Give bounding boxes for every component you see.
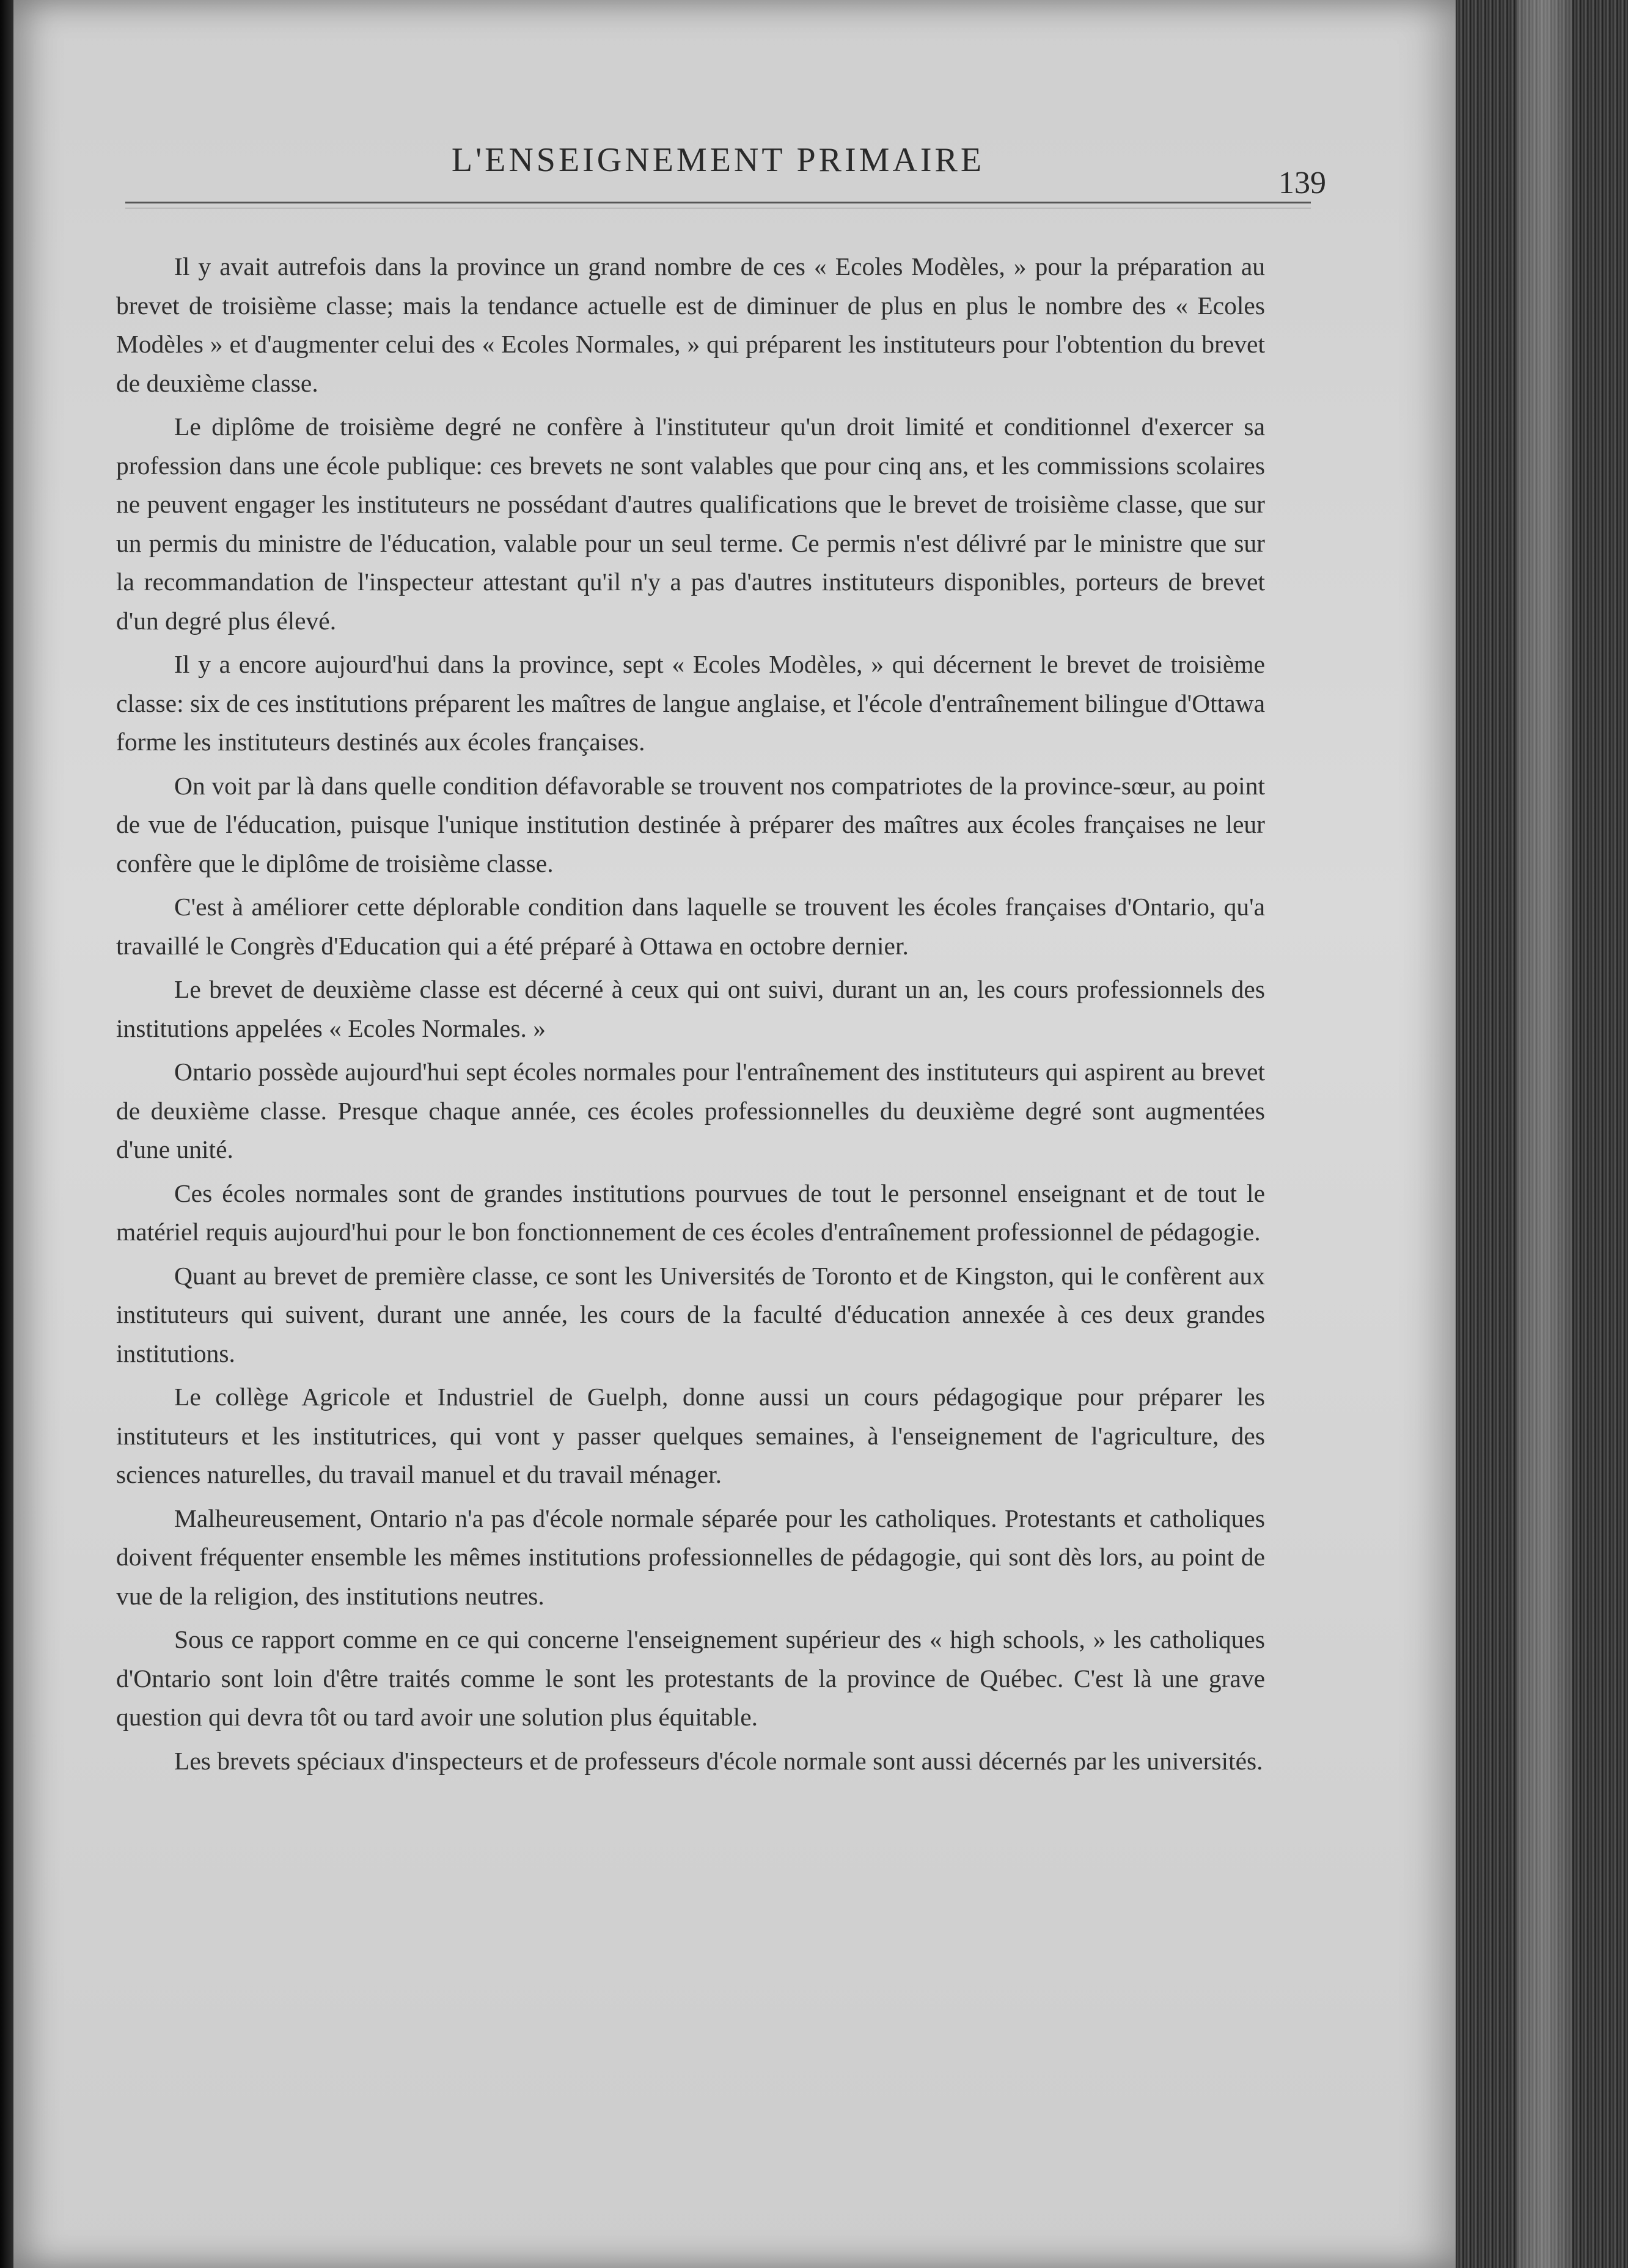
paragraph: Malheureusement, Ontario n'a pas d'école normale séparée pour les catholiques. Protestants et catholiques doivent fréquenter ensemble les mêmes institutions professionnelles de pédagogie, qui sont dès lors, au point de vue de la religion, des institutions neutres.	[116, 1504, 1265, 1610]
running-title: L'ENSEIGNEMENT PRIMAIRE	[451, 141, 985, 179]
paragraph: On voit par là dans quelle condition défavorable se trouvent nos compatriotes de la province-sœur, au point de vue de l'éducation, puisque l'unique institution destinée à préparer des maîtres aux écoles françaises ne leur confère que le diplôme de troisième classe.	[116, 771, 1265, 877]
paragraph: Le brevet de deuxième classe est décerné à ceux qui ont suivi, durant un an, les cours professionnels des institutions appelées « Ecoles Normales. »	[116, 975, 1265, 1042]
paragraph: C'est à améliorer cette déplorable condition dans laquelle se trouvent les écoles françaises d'Ontario, qu'a travaillé le Congrès d'Education qui a été préparé à Ottawa en octobre dernier.	[116, 893, 1265, 960]
page-number: 139	[1278, 166, 1326, 200]
paragraph: Il y avait autrefois dans la province un grand nombre de ces « Ecoles Modèles, » pour la préparation au brevet de troisième classe; mais la tendance actuelle est de diminuer de plus en plus le nombre des « Ecoles Modèles » et d'augmenter celui des « Ecoles Normales, » qui préparent les instituteurs pour l'obtention du brevet de deuxième classe.	[116, 252, 1265, 397]
paragraph: Quant au brevet de première classe, ce sont les Universités de Toronto et de Kingston, qui le confèrent aux instituteurs qui suivent, durant une année, les cours de la faculté d'éducation annexée à ces deux grandes institutions.	[116, 1261, 1265, 1367]
paragraph: Ontario possède aujourd'hui sept écoles normales pour l'entraînement des instituteurs qui aspirent au brevet de deuxième classe. Presque chaque année, ces écoles professionnelles du deuxième degré sont augmentées d'une unité.	[116, 1058, 1265, 1163]
paragraph: Il y a encore aujourd'hui dans la province, sept « Ecoles Modèles, » qui décernent le brevet de troisième classe: six de ces institutions préparent les maîtres de langue anglaise, et l'école d'entraînement bilingue d'Ottawa forme les instituteurs destinés aux écoles françaises.	[116, 650, 1265, 756]
page-stack-edge	[1456, 0, 1628, 2268]
paragraph: Sous ce rapport comme en ce qui concerne l'enseignement supérieur des « high schools, » les catholiques d'Ontario sont loin d'être traités comme le sont les protestants de la province de Québec. C'est là une grave question qui devra tôt ou tard avoir une solution plus équitable.	[116, 1625, 1265, 1731]
paragraph: Le diplôme de troisième degré ne confère à l'instituteur qu'un droit limité et conditionnel d'exercer sa profession dans une école publique: ces brevets ne sont valables que pour cinq ans, et les commissions scolaires ne peuvent engager les instituteurs ne possédant d'autres qualifications que le brevet de troisième classe, que sur un permis du ministre de l'éducation, valable pour un seul terme. Ce permis n'est délivré par le ministre que sur la recommandation de l'inspecteur attestant qu'il n'y a pas d'autres instituteurs disponibles, porteurs de brevet d'un degré plus élevé.	[116, 412, 1265, 635]
paragraph: Le collège Agricole et Industriel de Guelph, donne aussi un cours pédagogique pour préparer les instituteurs et les institutrices, qui vont y passer quelques semaines, à l'enseignement de l'agriculture, des sciences naturelles, du travail manuel et du travail ménager.	[116, 1383, 1265, 1488]
paragraph: Ces écoles normales sont de grandes institutions pourvues de tout le personnel enseignant et de tout le matériel requis aujourd'hui pour le bon fonctionnement de ces écoles d'entraînement professionnel de pédagogie.	[116, 1179, 1265, 1246]
header-rule	[125, 202, 1311, 203]
body-text	[116, 247, 1265, 1785]
page-header	[122, 141, 1326, 200]
paragraph: Les brevets spéciaux d'inspecteurs et de professeurs d'école normale sont aussi décernés par les universités.	[174, 1746, 1263, 1775]
